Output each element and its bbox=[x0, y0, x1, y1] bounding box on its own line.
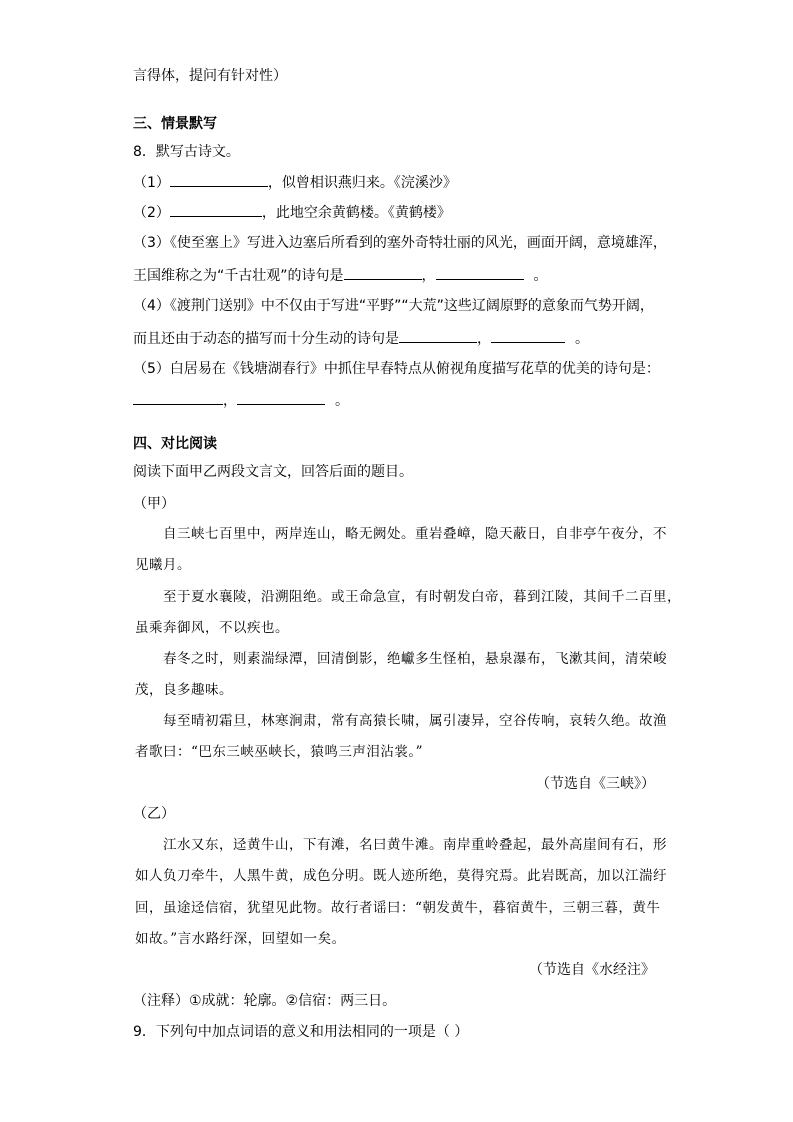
passage-a-line: 每至晴初霜旦，林寒涧肃，常有高猿长啸，属引凄异，空谷传响，哀转久绝。故渔 bbox=[163, 713, 667, 729]
item-3-text: 王国维称之为“千古壮观”的诗句是 bbox=[133, 268, 344, 284]
passage-b-line: 如人负刀牵牛，人黑牛黄，成色分明。既人迹所绝，莫得究焉。此岩既高，加以江湍纡 bbox=[135, 868, 667, 884]
passage-a-line: 茂，良多趣味。 bbox=[135, 682, 233, 698]
annotation-note: （注释）①成就：轮廓。②信宿：两三日。 bbox=[133, 993, 397, 1009]
passage-a-line: 见曦月。 bbox=[135, 557, 191, 573]
question-8: 8．默写古诗文。 bbox=[133, 144, 240, 160]
q8-item-5-line1: （5）白居易在《钱塘湖春行》中抓住早春特点从俯视角度描写花草的优美的诗句是： bbox=[133, 361, 660, 377]
answer-blank[interactable] bbox=[491, 328, 565, 343]
question-9: 9．下列句中加点词语的意义和用法相同的一项是（ ） bbox=[133, 1024, 469, 1040]
answer-blank[interactable] bbox=[170, 202, 262, 217]
reading-intro: 阅读下面甲乙两段文言文，回答后面的题目。 bbox=[133, 464, 413, 480]
end-mark: 。 bbox=[335, 393, 349, 409]
end-mark: 。 bbox=[533, 268, 548, 284]
passage-b-line: 江水又东，迳黄牛山，下有滩，名曰黄牛滩。南岸重岭叠起，最外高崖间有石，形 bbox=[163, 837, 667, 853]
answer-blank[interactable] bbox=[344, 265, 422, 280]
section-heading-3: 三、情景默写 bbox=[133, 116, 217, 132]
item-1-text: ，似曾相识燕归来。《浣溪沙》 bbox=[267, 175, 457, 191]
answer-blank[interactable] bbox=[399, 328, 477, 343]
item-2-text: ，此地空余黄鹤楼。《黄鹤楼》 bbox=[261, 205, 451, 221]
passage-b-source: （节选自《水经注》 bbox=[529, 962, 655, 978]
passage-a-line: 者歌曰：“巴东三峡巫峡长，猿鸣三声泪沾裳。” bbox=[135, 744, 424, 760]
q8-item-3-line2 bbox=[133, 265, 548, 286]
q8-item-2 bbox=[133, 202, 451, 223]
answer-blank[interactable] bbox=[170, 172, 268, 187]
section-heading-4: 四、对比阅读 bbox=[133, 436, 217, 452]
passage-a-line: 至于夏水襄陵，沿溯阻绝。或王命急宣，有时朝发白帝，暮到江陵，其间千二百里， bbox=[163, 589, 681, 605]
q8-item-4-line1: （4）《渡荆门送别》中不仅由于写进“平野”“大荒”这些辽阔原野的意象而气势开阔， bbox=[133, 298, 654, 314]
separator-comma: ， bbox=[223, 393, 237, 409]
passage-a-line: 虽乘奔御风，不以疾也。 bbox=[135, 620, 289, 636]
q8-item-4-line2 bbox=[133, 328, 589, 349]
separator-comma: ， bbox=[421, 268, 436, 284]
end-mark: 。 bbox=[575, 331, 589, 347]
answer-blank[interactable] bbox=[133, 390, 223, 405]
passage-b-label: （乙） bbox=[133, 806, 175, 822]
item-2-number: （2） bbox=[133, 205, 170, 221]
passage-a-label: （甲） bbox=[133, 496, 175, 512]
q8-item-3-line1: （3）《使至塞上》写进入边塞后所看到的塞外奇特壮丽的风光，画面开阔，意境雄浑， bbox=[133, 235, 667, 251]
passage-a-line: 春冬之时，则素湍绿潭，回清倒影，绝巘多生怪柏，悬泉瀑布，飞漱其间，清荣峻 bbox=[163, 651, 667, 667]
q8-item-1 bbox=[133, 172, 457, 193]
passage-a-line: 自三峡七百里中，两岸连山，略无阙处。重岩叠嶂，隐天蔽日，自非亭午夜分，不 bbox=[163, 526, 667, 542]
answer-blank[interactable] bbox=[237, 390, 325, 405]
continued-text: 言得体，提问有针对性） bbox=[133, 68, 287, 84]
q8-item-5-line2 bbox=[133, 390, 349, 411]
item-1-number: （1） bbox=[133, 175, 170, 191]
passage-b-line: 回，虽途迳信宿，犹望见此物。故行者谣曰：“朝发黄牛，暮宿黄牛，三朝三暮，黄牛 bbox=[135, 900, 661, 916]
separator-comma: ， bbox=[477, 331, 491, 347]
passage-b-line: 如故。”言水路纡深，回望如一矣。 bbox=[135, 931, 346, 947]
item-4-text: 而且还由于动态的描写而十分生动的诗句是 bbox=[133, 331, 399, 347]
answer-blank[interactable] bbox=[436, 265, 524, 280]
passage-a-source: （节选自《三峡》） bbox=[536, 776, 655, 792]
